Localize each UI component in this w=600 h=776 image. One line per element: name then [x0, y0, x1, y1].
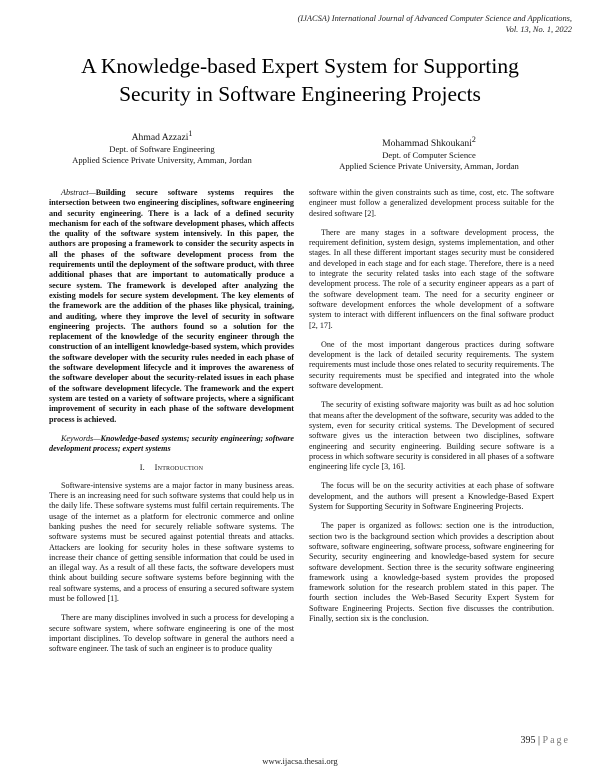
abstract — [49, 188, 294, 425]
keywords-lead: Keywords— — [61, 433, 101, 443]
journal-header — [192, 14, 572, 35]
paper-title-line-1: A Knowledge-based Expert System for Supporting — [81, 54, 519, 78]
section-title: Introduction — [154, 463, 204, 473]
author-block-2 — [312, 133, 546, 172]
paragraph: Software-intensive systems are a major factor in many business areas. There is an increasing need for such software systems that could help us in the daily life. These software systems must fulfil certain requirements. The usage of the internet as a platform for electronic commerce and online banking pushes the need for securely reliable software systems. The software systems must be secured against potential threats and attacks. Attackers are looking for security holes in these software systems to increase their chance of getting sensible information that could be used in an illegal way. As a result of all these facts, the software developers must think about building secure software systems before beginning with the real software systems, and a process of ensuring a secured software system must be followed [1]. — [49, 480, 294, 603]
paragraph: software within the given constraints such as time, cost, etc. The software engineer must follow a generalized development process suitable for the desired software [2]. — [309, 188, 554, 218]
paper-title-line-2: Security in Software Engineering Projects — [119, 82, 481, 106]
paragraph: The focus will be on the security activities at each phase of software development, and the authors will present a Knowledge-Based Expert System for Supporting Security in Software Engineering Projects. — [309, 481, 554, 512]
journal-name: (IJACSA) International Journal of Advanced Computer Science and Applications, — [297, 14, 572, 23]
right-column — [309, 188, 554, 633]
paragraph: The paper is organized as follows: section one is the introduction, section two is the background section which provides a description about software, software engineering, software process, software engineering for Security, security engineering and knowledge-based system for secure software development. Section three is the security software engineering framework using a knowledge-based system provides the proposed framework solution for the research problem stated in this paper. The fourth section includes the Web-Based Security Expert System for Software Engineering Projects. Section five discusses the contribution. Finally, section six is the conclusion. — [309, 521, 554, 623]
keywords-text: Knowledge-based systems; security engineering; software development process; expert systems — [49, 433, 294, 454]
paper-title — [20, 52, 580, 108]
author-superscript-2: 2 — [471, 135, 476, 144]
author-superscript-1: 1 — [188, 129, 193, 138]
abstract-lead: Abstract— — [61, 188, 96, 197]
author-dept-2: Dept. of Computer Science — [382, 150, 476, 161]
page-number — [521, 735, 570, 746]
paragraph: There are many disciplines involved in such a process for developing a secure software system, where software engineering is one of the most important disciplines. To develop software in general the authors need a software engineer. The task of such an engineer is to produce quality — [49, 613, 294, 654]
page-number-value: 395 — [520, 735, 536, 746]
author-affiliation-2: Applied Science Private University, Amman, Jordan — [339, 161, 519, 172]
author-name-2: Mohammad Shkoukani$^2$ — [382, 135, 476, 150]
page-label: Page — [542, 735, 570, 746]
keywords — [49, 434, 294, 455]
author-dept-1: Dept. of Software Engineering — [109, 144, 215, 155]
paragraph: One of the most important dangerous practices during software development is the lack of detailed security requirements. The system requirements must include those ones related to security requirements. The security requirements must be specified and integrated into the whole software development. — [309, 339, 554, 391]
section-number: I. — [139, 463, 145, 473]
author-affiliation-1: Applied Science Private University, Amman, Jordan — [72, 155, 252, 166]
paragraph: The security of existing software majority was built as ad hoc solution that means after the development of the software, security was added to the system, even for security critical systems. The Development of secured software gives us the interaction between two disciplines, software engineering and security engineering. Building secure software is a process in which software security is considered in all phases of a software engineering life cycle [3, 16]. — [309, 400, 554, 472]
journal-volume: Vol. 13, No. 1, 2022 — [505, 24, 572, 34]
author-name-1: Ahmad Azzazi$^1$ — [131, 129, 193, 144]
section-heading-introduction — [49, 463, 294, 473]
left-column — [49, 188, 294, 663]
paragraph: There are many stages in a software development process, the requirement definition, system design, systems implementation, and other stages. In all these different important stages security must be considered and developed in each stage and for each stage. Therefore, there is a need to integrate the security related tasks into each stage of the software development process. The role of a security engineer appears as a part of the software development team. The need for a security engineer or software development enforces the whole development of a software system to interact with different influencers on the final software product [2, 17]. — [309, 227, 554, 330]
footer-url: www.ijacsa.thesai.org — [262, 756, 338, 766]
author-block-1 — [52, 127, 272, 166]
page-separator: | — [535, 735, 543, 746]
abstract-text: Building secure software systems requires the intersection between two engineering disciplines, software engineering and security engineering. There is a lack of a defined security mechanism for each of the software development phases, which affects the quality of the software system intensively. In this paper, the authors are proposing a framework to consider the security aspects in all the phases of the software development process from the requirements until the deployment of the software product, with three additional phases that are important to automatically produce a secure system. The framework is developed after analyzing the existing models for secure system development. The key elements of the framework are the addition of the phases like physical, training, and auditing, where they improve the level of security in software engineering projects. The authors found so a solution for the replacement of the knowledge of the security engineer through the construction of an intelligent knowledge-based system, which provides the software developer with the security rules needed in each phase of the software development lifecycle and it improves the awareness of the software developer about the security-related issues in each phase of the software development lifecycle. The framework and the expert system are tested on a variety of software projects, where a significant improvement of security in each phase of the software development process is achieved. — [49, 188, 294, 424]
